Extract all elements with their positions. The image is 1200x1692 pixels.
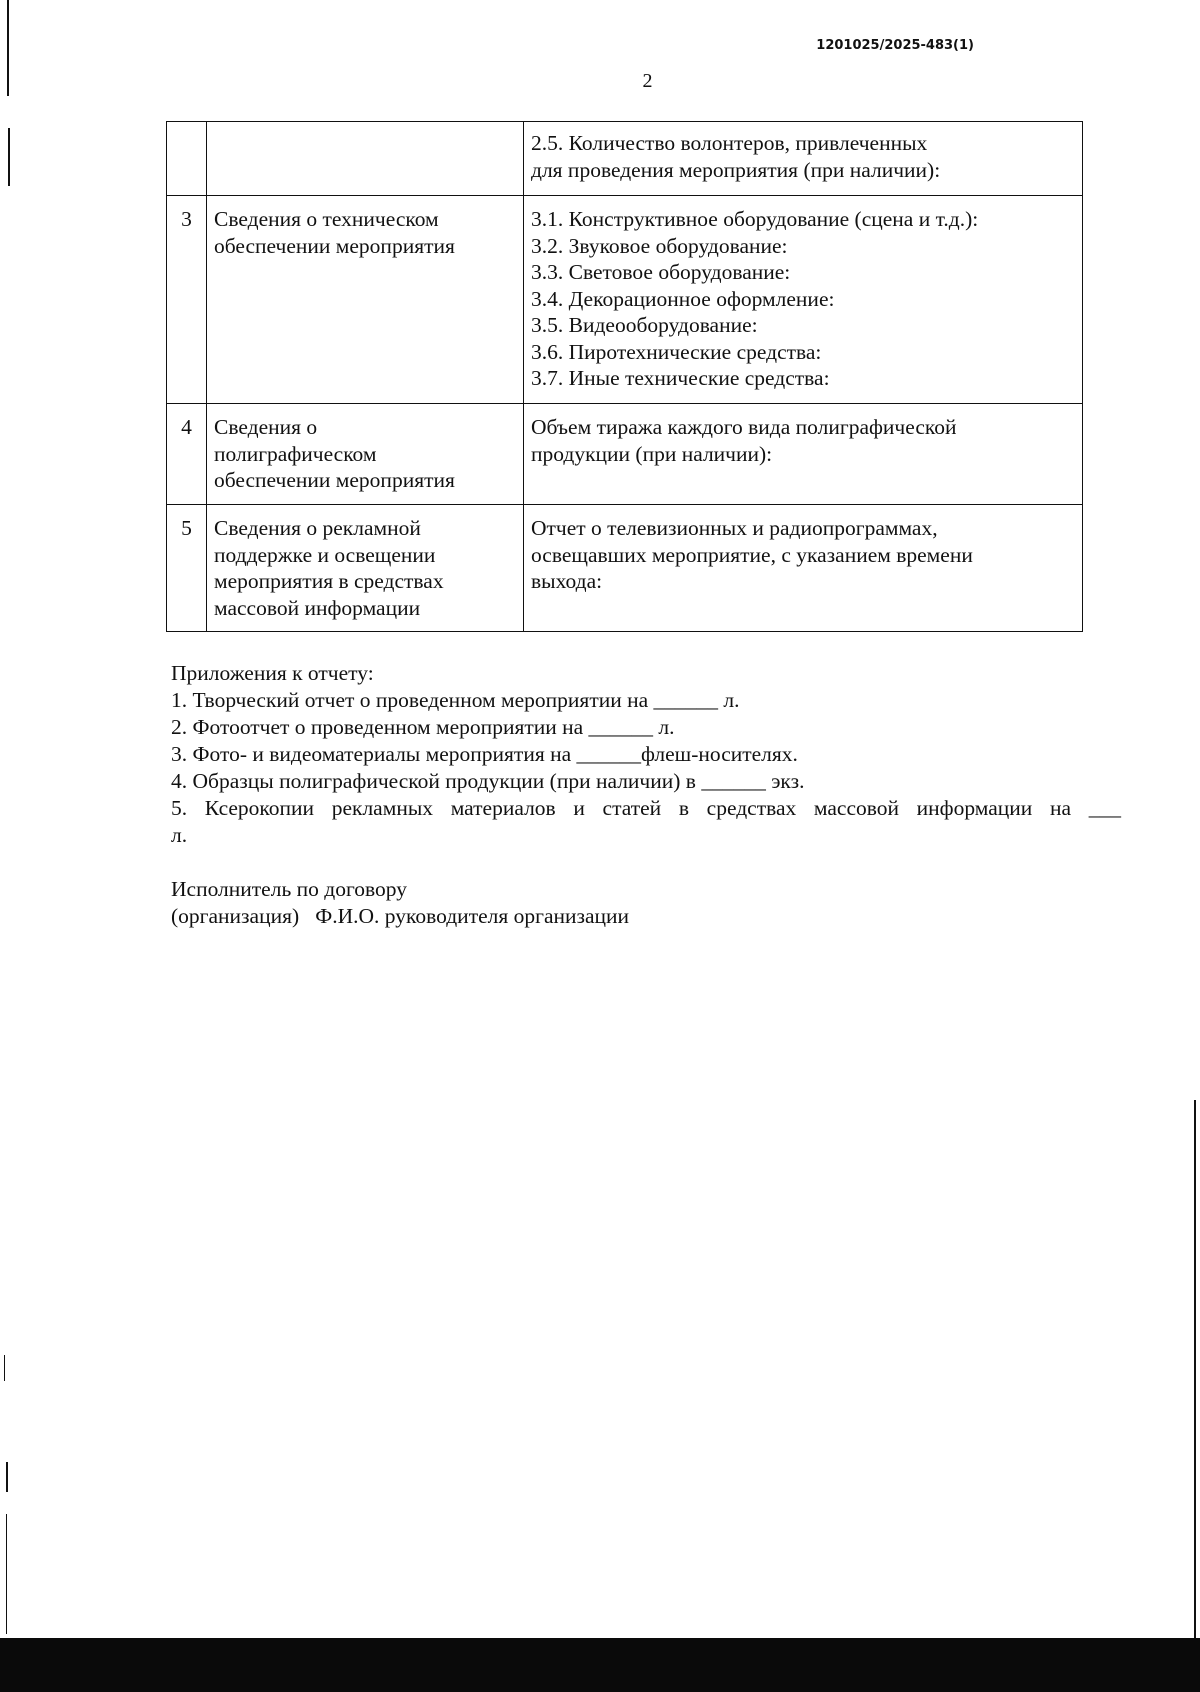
- appendix-item-5-word: информации: [916, 796, 1033, 820]
- section-detail-line: 2.5. Количество волонтеров, привлеченных: [531, 131, 928, 155]
- appendices-section: [171, 660, 1121, 849]
- row-number: 5: [181, 516, 192, 540]
- appendix-item: 1. Творческий отчет о проведенном мероприятии на ______ л.: [171, 688, 740, 712]
- report-table: [166, 121, 1083, 632]
- row-number-cell: [167, 122, 207, 196]
- section-detail-line: 3.7. Иные технические средства:: [531, 366, 830, 390]
- section-detail-line: Объем тиража каждого вида полиграфической: [531, 415, 957, 439]
- table-row: [167, 122, 1083, 196]
- appendix-item-5-tail: л.: [171, 823, 188, 847]
- section-title-cell: [207, 122, 524, 196]
- section-detail-line: 3.5. Видеооборудование:: [531, 313, 758, 337]
- section-detail-line: 3.6. Пиротехнические средства:: [531, 339, 822, 364]
- appendix-item-5-word: Ксерокопии: [204, 796, 315, 820]
- section-title-line: Сведения о: [214, 415, 318, 439]
- section-title-line: массовой информации: [214, 595, 421, 620]
- section-details-cell: [524, 196, 1083, 404]
- appendix-item-5-word: в: [678, 796, 689, 820]
- scan-edge-line: [6, 1514, 7, 1634]
- section-details-cell: [524, 404, 1083, 505]
- scan-edge-line: [6, 1462, 8, 1492]
- section-detail-line: Отчет о телевизионных и радиопрограммах,: [531, 516, 938, 540]
- appendix-item-5-word: материалов: [450, 796, 556, 820]
- section-details-cell: [524, 505, 1083, 632]
- table-row: [167, 404, 1083, 505]
- section-detail-line: 3.4. Декорационное оформление:: [531, 286, 835, 311]
- appendix-item-5-word: статей: [602, 796, 662, 820]
- appendix-item-5-word: 5.: [171, 796, 188, 820]
- section-details-cell: [524, 122, 1083, 196]
- section-title-cell: [207, 196, 524, 404]
- executor-signature-line: (организация) Ф.И.О. руководителя организации: [171, 904, 630, 928]
- section-detail-line: освещавших мероприятие, с указанием времени: [531, 542, 973, 567]
- table-row: [167, 505, 1083, 632]
- appendix-item: 2. Фотоотчет о проведенном мероприятии на ______ л.: [171, 715, 675, 739]
- section-title-line: Сведения о рекламной: [214, 516, 421, 540]
- appendix-item: 3. Фото- и видеоматериалы мероприятия на ______флеш-носителях.: [171, 742, 798, 766]
- section-detail-line: 3.1. Конструктивное оборудование (сцена и т.д.):: [531, 207, 979, 231]
- document-id: 1201025/2025-483(1): [816, 38, 974, 53]
- page-number: 2: [642, 70, 653, 92]
- section-title-line: обеспечении мероприятия: [214, 468, 455, 492]
- appendices-heading: Приложения к отчету:: [171, 661, 374, 685]
- scan-edge-line: [1194, 1100, 1196, 1640]
- section-title-line: поддержке и освещении: [214, 542, 436, 567]
- appendix-item-5-word: рекламных: [331, 796, 434, 820]
- table-row: [167, 196, 1083, 404]
- appendix-item: 4. Образцы полиграфической продукции (при наличии) в ______ экз.: [171, 769, 805, 793]
- row-number-cell: [167, 505, 207, 632]
- row-number-cell: [167, 196, 207, 404]
- row-number: 3: [181, 207, 192, 231]
- section-detail-line: выхода:: [531, 569, 603, 593]
- section-title-line: мероприятия в средствах: [214, 569, 444, 593]
- section-detail-line: продукции (при наличии):: [531, 441, 773, 466]
- appendix-item-5: [171, 795, 1121, 822]
- section-title-line: Сведения о техническом: [214, 207, 439, 231]
- appendix-item-5-word: средствах: [706, 796, 797, 820]
- section-detail-line: для проведения мероприятия (при наличии):: [531, 157, 941, 182]
- section-detail-line: 3.2. Звуковое оборудование:: [531, 233, 788, 258]
- scan-bottom-bar: [0, 1638, 1200, 1692]
- row-number: 4: [181, 415, 192, 439]
- section-detail-line: 3.3. Световое оборудование:: [531, 260, 791, 284]
- row-number-cell: [167, 404, 207, 505]
- section-title-cell: [207, 505, 524, 632]
- signature-block: [171, 876, 629, 930]
- appendix-item-5-word: и: [573, 796, 585, 820]
- section-title-line: обеспечении мероприятия: [214, 233, 455, 258]
- scan-edge-line: [8, 128, 10, 186]
- executor-label: Исполнитель по договору: [171, 877, 407, 901]
- appendix-item-5-word: ___: [1088, 796, 1121, 820]
- appendix-item-5-word: на: [1049, 796, 1072, 820]
- section-title-line: полиграфическом: [214, 441, 377, 466]
- section-title-cell: [207, 404, 524, 505]
- scan-edge-line: [4, 1355, 5, 1381]
- appendix-item-5-word: массовой: [813, 796, 900, 820]
